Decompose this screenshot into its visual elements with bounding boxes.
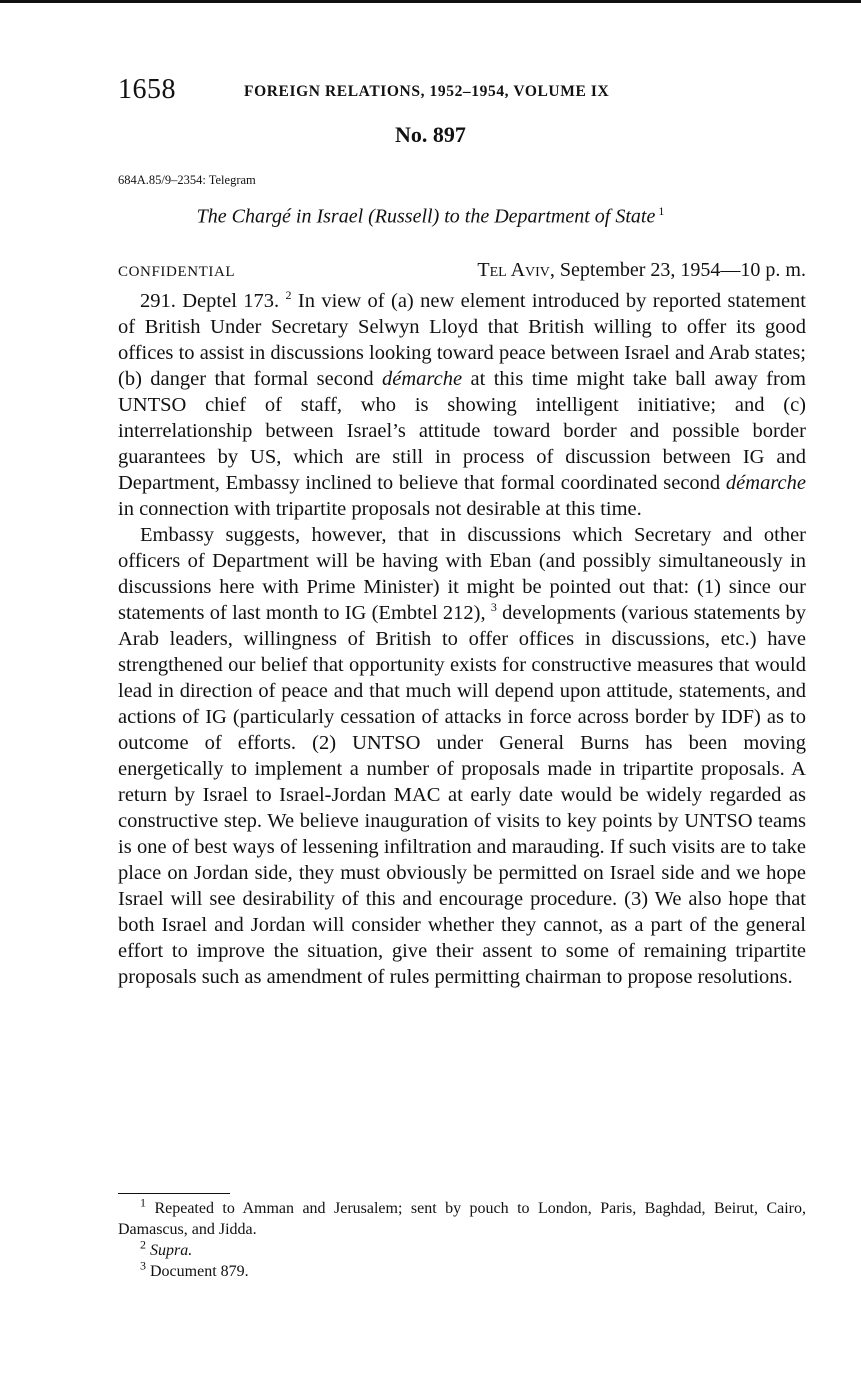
footnote-mark-3: 3 [490, 600, 497, 615]
footnote-2 [118, 1237, 806, 1261]
p1-text-d: in connection with tripartite proposals not desirable at this time. [118, 498, 642, 520]
footnote-1-mark: 1 [140, 1195, 146, 1210]
page-number: 1658 [118, 74, 176, 105]
document-number: No. 897 [395, 122, 466, 147]
footnote-2-text: Supra. [150, 1242, 193, 1259]
top-border [0, 0, 861, 3]
dateline-place: Tel Aviv, [477, 259, 555, 281]
footnote-rule [118, 1193, 230, 1194]
paragraph-2 [118, 522, 806, 990]
footnote-mark-2: 2 [285, 288, 292, 303]
telegram-body [118, 288, 806, 990]
classification: CONFIDENTIAL [118, 264, 236, 280]
p1-text-a: 291. Deptel 173. [140, 290, 280, 312]
footnote-3-text: Document 879. [146, 1263, 249, 1280]
file-reference: 684A.85/9–2354: Telegram [118, 173, 256, 187]
document-title [0, 204, 861, 229]
classification-line [118, 259, 806, 285]
footnote-mark-1: 1 [658, 204, 665, 218]
footnote-3 [118, 1258, 806, 1282]
p1-emphasis-demarche-2: démarche [725, 472, 806, 494]
p1-text-c: at this time might take ball away from UNTSO chief of staff, who is showing intelligent initiative; and (c) interrelationship between Israel’s attitude toward border and possible border guarantees by US, which are still in process of discussion between IG and Department, Embassy inclined to believe that formal coordinated second [118, 368, 806, 494]
document-title-text: The Chargé in Israel (Russell) to the Department of State [196, 205, 656, 228]
dateline-date: September 23, 1954—10 p. m. [554, 259, 806, 281]
footnotes [118, 1195, 806, 1282]
footnote-3-mark: 3 [140, 1258, 146, 1273]
dateline [477, 259, 806, 282]
p1-emphasis-demarche: démarche [382, 368, 463, 390]
footnote-1-text: Repeated to Amman and Jerusalem; sent by pouch to London, Paris, Baghdad, Beirut, Cairo, Damascus, and Jidda. [118, 1200, 806, 1238]
page-header [118, 74, 818, 110]
footnote-1 [118, 1195, 806, 1240]
p2-text-a: Embassy suggests, however, that in discussions which Secretary and other officers of Department will be having with Eban (and possibly simultaneously in discussions here with Prime Minister) it might be pointed out that: (1) since our statements of last month to IG (Embtel 212), [118, 524, 806, 624]
running-head: FOREIGN RELATIONS, 1952–1954, VOLUME IX [244, 83, 610, 100]
paragraph-1 [118, 288, 806, 522]
p1-text-b: In view of (a) new element introduced by reported statement of British Under Secretary Selwyn Lloyd that British willing to offer its good offices to assist in discussions looking toward peace between Israel and Arab states; (b) danger that formal second [118, 290, 807, 390]
p2-text-b: developments (various statements by Arab leaders, willingness of British to offer offices in discussions, etc.) have strengthened our belief that opportunity exists for constructive measures that would lead in direction of peace and that much will depend upon attitude, statements, and actions of IG (particularly cessation of attacks in force across border by IDF) as to outcome of efforts. (2) UNTSO under General Burns has been moving energetically to implement a number of proposals made in tripartite proposals. A return by Israel to Israel-Jordan MAC at early date would be widely regarded as constructive step. We believe inauguration of visits to key points by UNTSO teams is one of best ways of lessening infiltration and marauding. If such visits are to take place on Jordan side, they must obviously be permitted on Israel side and we hope Israel will see desirability of this and encourage procedure. (3) We also hope that both Israel and Jordan will consider whether they cannot, as a part of the general effort to improve the situation, give their assent to some of remaining tripartite proposals such as amendment of rules permitting chairman to propose resolutions. [118, 602, 806, 988]
footnote-2-mark: 2 [140, 1237, 146, 1252]
